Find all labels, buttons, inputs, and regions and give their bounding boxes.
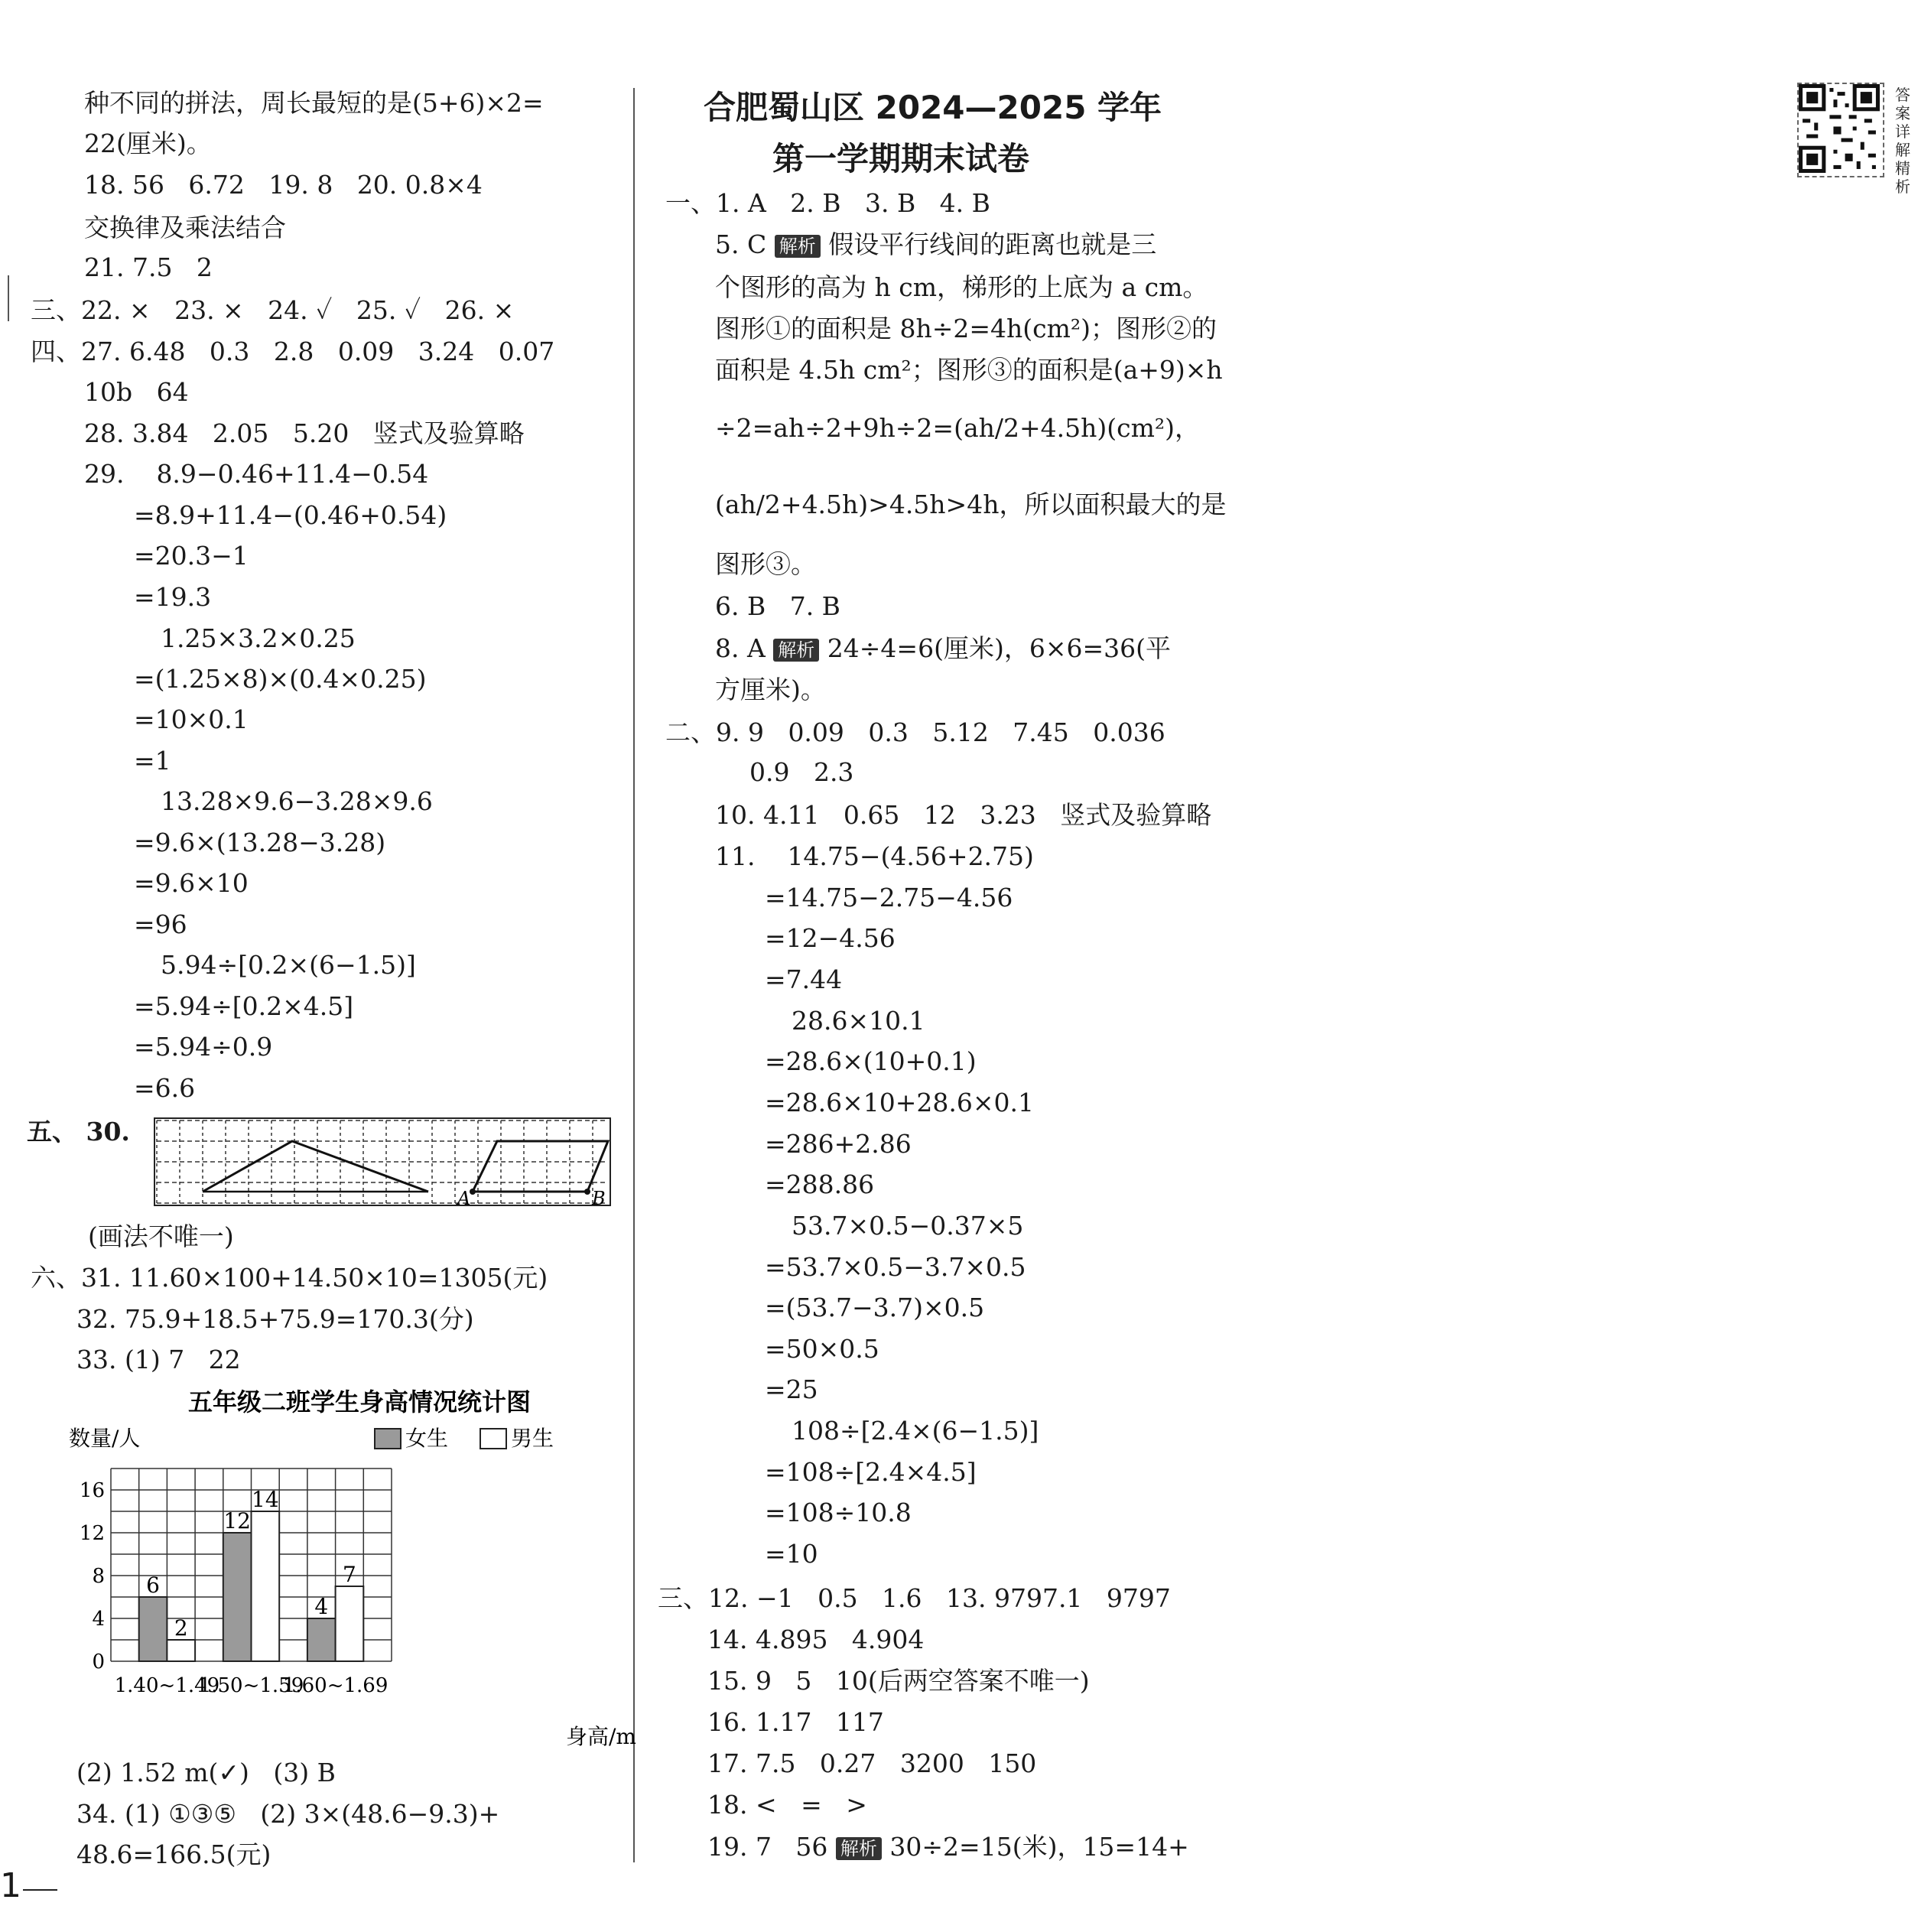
y-tick-label: 4 [92,1608,105,1631]
calc-step: =14.75−2.75−4.56 [765,883,1013,912]
calc-step: 1.25×3.2×0.25 [161,623,356,653]
calc-step: =10 [765,1539,818,1569]
section-1-answers: 一、1. A 2. B 3. B 4. B [665,188,990,218]
q10-answer: 10. 4.11 0.65 12 3.23 竖式及验算略 [715,800,1212,830]
text-line: 21. 7.5 2 [84,252,213,282]
y-axis-label: 数量/人 [69,1426,141,1451]
triangle-shape [203,1141,428,1192]
qr-code-icon[interactable] [1797,83,1884,177]
text-line: 面积是 4.5h cm²；图形③的面积是(a+9)×h [715,355,1223,385]
exam-title: 合肥蜀山区 2024—2025 学年 [704,89,1162,126]
q19-answer: 19. 7 56 解析 30÷2=15(米)，15=14+ [707,1832,1189,1862]
legend-swatch-boys [480,1429,506,1449]
calc-step: =6.6 [134,1073,196,1103]
q31-answer: 六、31. 11.60×100+14.50×10=1305(元) [31,1263,548,1293]
q30-note: (画法不唯一) [88,1221,234,1251]
q34-answer-cont: 48.6=166.5(元) [76,1839,271,1869]
calc-step: =286+2.86 [765,1129,912,1159]
q14-answer: 14. 4.895 4.904 [707,1625,925,1654]
calc-step: =50×0.5 [765,1334,879,1364]
q16-answer: 16. 1.17 117 [707,1707,884,1737]
x-axis-label: 身高/m [566,1724,636,1749]
calc-step: =108÷10.8 [765,1498,912,1527]
bar-boys [252,1511,280,1661]
x-tick-label: 1.40~1.49 [114,1674,220,1697]
section-3-answers-right: 三、12. −1 0.5 1.6 13. 9797.1 9797 [658,1583,1171,1613]
calc-step: =19.3 [134,582,212,612]
text-line: (ah/2+4.5h)>4.5h>4h，所以面积最大的是 [715,490,1227,519]
bar-boys [336,1586,364,1661]
q15-answer: 15. 9 5 10(后两空答案不唯一) [707,1666,1090,1696]
q30-grid-drawing [153,1117,612,1212]
q8-answer: 8. A 解析 24÷4=6(厘米)，6×6=36(平 [715,633,1171,663]
page-number-dash [23,1889,57,1891]
text-line: 个图形的高为 h cm，梯形的上底为 a cm。 [715,272,1208,302]
text-line: 种不同的拼法，周长最短的是(5+6)×2= [84,88,544,118]
bar-value-label: 12 [223,1508,251,1534]
q33-answer: 33. (1) 7 22 [76,1345,241,1374]
text-line: 10b 64 [84,377,189,407]
page-number: 1 [0,1866,21,1905]
text-line: 22(厘米)。 [84,128,212,158]
calc-step: 5.94÷[0.2×(6−1.5)] [161,950,416,980]
calc-step: 13.28×9.6−3.28×9.6 [161,786,433,816]
text-line: 图形③。 [715,549,816,579]
calc-step: =28.6×(10+0.1) [765,1046,977,1076]
parallelogram-shape [473,1141,608,1192]
text-line: 0.9 2.3 [749,757,854,787]
point-a-label: A [457,1188,471,1209]
analysis-tag: 解析 [773,639,819,662]
analysis-tag: 解析 [836,1837,882,1860]
y-tick-label: 0 [92,1651,105,1673]
text-line: ÷2=ah÷2+9h÷2=(ah/2+4.5h)(cm²)， [715,413,1200,443]
x-tick-label: 1.50~1.59 [198,1674,304,1697]
calc-step: =96 [134,909,187,939]
section-3-answers: 三、22. × 23. × 24. ✓ 25. ✓ 26. × [31,295,515,325]
margin-mark [8,275,9,321]
calc-step: 28.6×10.1 [792,1006,925,1036]
chart-title: 五年级二班学生身高情况统计图 [187,1387,532,1416]
q5-answer: 5. C 解析 假设平行线间的距离也就是三 [715,229,1157,259]
calc-step: =5.94÷0.9 [134,1032,273,1062]
calc-step: =12−4.56 [765,923,896,953]
q34-answer: 34. (1) ①③⑤ (2) 3×(48.6−9.3)+ [76,1799,500,1829]
analysis-tag: 解析 [775,235,821,258]
legend-swatch-girls [375,1429,401,1449]
text-line: 28. 3.84 2.05 5.20 竖式及验算略 [84,418,525,448]
calc-step: 108÷[2.4×(6−1.5)] [792,1416,1039,1446]
calc-step: =1 [134,746,171,776]
calc-step: =28.6×10+28.6×0.1 [765,1088,1035,1117]
text-line: 交换律及乘法结合 [84,213,286,242]
calc-step: =9.6×10 [134,868,249,898]
calc-step: =25 [765,1374,818,1404]
calc-step: =108÷[2.4×4.5] [765,1457,977,1487]
exam-subtitle: 第一学期期末试卷 [772,140,1030,177]
text-line: 29. 8.9−0.46+11.4−0.54 [84,459,429,489]
text-line: 方厘米)。 [715,675,826,704]
y-tick-label: 12 [79,1522,105,1545]
y-tick-label: 8 [92,1565,105,1588]
qr-caption: 答案详解精析 [1895,86,1910,196]
calc-step: =288.86 [765,1169,875,1199]
legend-label-girls: 女生 [405,1426,449,1451]
bar-girls [307,1618,336,1661]
bar-value-label: 7 [343,1562,356,1587]
legend-label-boys: 男生 [511,1426,554,1451]
y-tick-label: 16 [79,1479,105,1502]
text-line: 18. 56 6.72 19. 8 20. 0.8×4 [84,170,483,200]
calc-step: =10×0.1 [134,704,249,734]
calc-step: =9.6×(13.28−3.28) [134,828,386,857]
bar-girls [223,1533,252,1661]
calc-step: =20.3−1 [134,541,249,571]
calc-step: =7.44 [765,964,843,994]
bar-value-label: 6 [146,1573,160,1598]
bar-value-label: 14 [252,1487,279,1512]
point-b-label: B [592,1188,606,1209]
x-tick-label: 1.60~1.69 [282,1674,388,1697]
bar-value-label: 4 [314,1594,329,1619]
section-4-answers: 四、27. 6.48 0.3 2.8 0.09 3.24 0.07 [31,337,555,366]
text-line: 图形①的面积是 8h÷2=4h(cm²)；图形②的 [715,314,1217,343]
bar-boys [167,1640,195,1661]
section-2-answers: 二、9. 9 0.09 0.3 5.12 7.45 0.036 [665,717,1165,747]
calc-step: =(1.25×8)×(0.4×0.25) [134,664,427,694]
q33-part2: (2) 1.52 m(✓) (3) B [76,1758,336,1787]
calc-step: =53.7×0.5−3.7×0.5 [765,1252,1026,1282]
q6-7-answers: 6. B 7. B [715,591,840,621]
q30-label: 五、 30. [27,1117,130,1147]
calc-step: =8.9+11.4−(0.46+0.54) [134,500,447,530]
q18-answer: 18. < = > [707,1790,867,1820]
column-divider [633,88,635,1862]
calc-step: =(53.7−3.7)×0.5 [765,1293,985,1322]
calc-step: =5.94÷[0.2×4.5] [134,991,354,1021]
bar-value-label: 2 [174,1615,188,1641]
calc-step: 11. 14.75−(4.56+2.75) [715,841,1034,871]
height-bar-chart [61,1378,636,1753]
bar-girls [139,1597,167,1661]
q32-answer: 32. 75.9+18.5+75.9=170.3(分) [76,1304,474,1334]
q17-answer: 17. 7.5 0.27 3200 150 [707,1748,1037,1778]
calc-step: 53.7×0.5−0.37×5 [792,1211,1024,1241]
